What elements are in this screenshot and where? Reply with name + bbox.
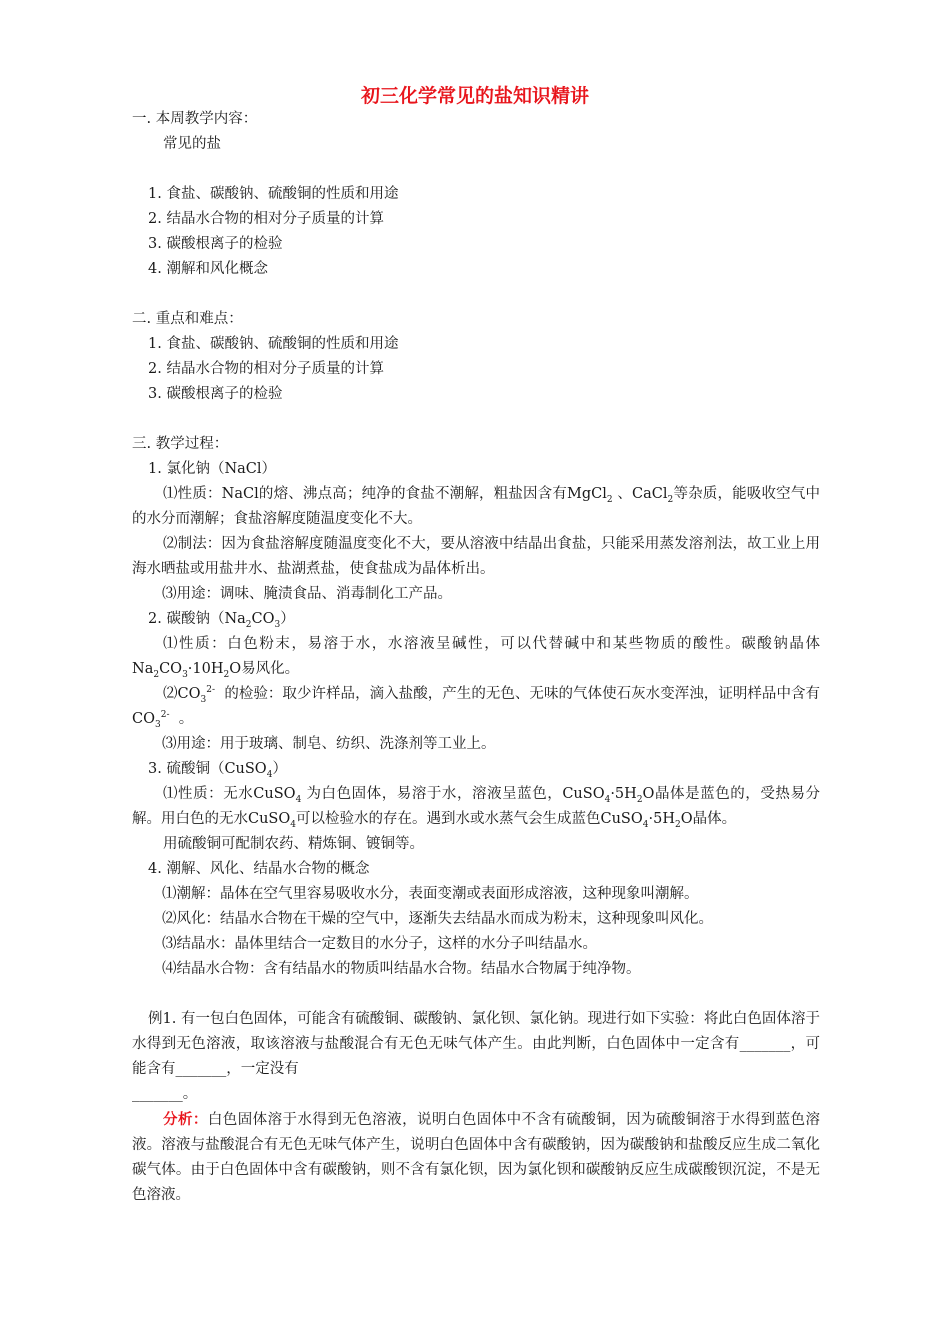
concept-item: ⑷结晶水合物：含有结晶水的物质叫结晶水合物。结晶水合物属于纯净物。: [162, 961, 641, 977]
nacl-heading: 1. 氯化钠（NaCl）: [148, 461, 277, 477]
concepts-heading: 4. 潮解、风化、结晶水合物的概念: [148, 861, 370, 877]
list-item: 1. 食盐、碳酸钠、硫酸铜的性质和用途: [148, 186, 399, 202]
spacer: [132, 157, 820, 182]
list-item: 3. 碳酸根离子的检验: [148, 236, 283, 252]
section-3-heading: 三. 教学过程：: [132, 436, 229, 452]
section-1-heading: 一. 本周教学内容：: [132, 111, 258, 127]
list-item: 2. 结晶水合物的相对分子质量的计算: [148, 211, 384, 227]
list-item: 3. 碳酸根离子的检验: [148, 386, 283, 402]
nacl-properties: ⑴性质：NaCl的熔、沸点高；纯净的食盐不潮解，粗盐因含有MgCl$_2$ 、CaCl$_2$等杂质，能吸收空气中的水分而潮解；食盐溶解度随温度变化不大。: [132, 486, 820, 527]
spacer: [132, 282, 820, 307]
nacl-uses: ⑶用途：调味、腌渍食品、消毒制化工产品。: [162, 586, 452, 602]
nacl-preparation: ⑵制法：因为食盐溶解度随温度变化不大，要从溶液中结晶出食盐，只能采用蒸发溶剂法，故工业上用海水晒盐或用盐井水、盐湖煮盐，使食盐成为晶体析出。: [132, 536, 820, 577]
carbonate-test: $⑵CO_3^{2-}$ 的检验：取少许样品，滴入盐酸，产生的无色、无味的气体使石灰水变浑浊，证明样品中含有$CO_3^{2-}$ 。: [132, 685, 821, 730]
section-2-heading: 二. 重点和难点：: [132, 311, 243, 327]
cuso4-uses: 用硫酸铜可配制农药、精炼铜、镀铜等。: [163, 836, 424, 852]
concept-item: ⑶结晶水：晶体里结合一定数目的水分子，这样的水分子叫结晶水。: [162, 936, 597, 952]
example-1: 例1. 有一包白色固体，可能含有硫酸铜、碳酸钠、氯化钡、氯化钠。现进行如下实验：将此白色固体溶于水得到无色溶液，取该溶液与盐酸混合有无色无味气体产生。由此判断，白色固体中一定含有_______，可能含有_______，一定没有: [132, 1011, 820, 1077]
na2co3-uses: ⑶用途：用于玻璃、制皂、纺织、洗涤剂等工业上。: [162, 736, 496, 752]
concept-item: ⑵风化：结晶水合物在干燥的空气中，逐渐失去结晶水而成为粉末，这种现象叫风化。: [162, 911, 713, 927]
na2co3-heading: 2. 碳酸钠$(Na_2CO_3)$: [148, 611, 295, 630]
example-1-blank: _______。: [132, 1086, 198, 1102]
na2co3-properties: ⑴性质：白色粉末，易溶于水，水溶液呈碱性，可以代替碱中和某些物质的酸性。碳酸钠晶体$Na_2CO_3\cdot 10H_2O$易风化。: [132, 636, 820, 680]
example-1-analysis: 分析：白色固体溶于水得到无色溶液，说明白色固体中不含有硫酸铜，因为硫酸铜溶于水得到蓝色溶液。溶液与盐酸混合有无色无味气体产生，说明白色固体中含有碳酸钠，因为碳酸钠和盐酸反应生成二氧化碳气体。由于白色固体中含有碳酸钠，则不含有氯化钡，因为氯化钡和碳酸钠反应生成碳酸钡沉淀，不是无色溶液。: [132, 1111, 820, 1203]
spacer: [132, 982, 820, 1007]
cuso4-properties: ⑴性质：无水CuSO$_4$ 为白色固体，易溶于水，溶液呈蓝色，$CuSO_4\cdot 5H_2O$晶体是蓝色的，受热易分解。用白色的无水CuSO$_4$可以检验水的存在。遇到水或水蒸气会生成蓝色$CuSO_4\cdot 5H_2O$晶体。: [132, 786, 820, 830]
page-title: 初三化学常见的盐知识精讲: [360, 85, 589, 107]
list-item: 4. 潮解和风化概念: [148, 261, 268, 277]
cuso4-heading: 3. 硫酸铜（CuSO$_4$）: [148, 761, 287, 780]
analysis-label: 分析：: [163, 1111, 208, 1128]
spacer: [132, 407, 820, 432]
section-1-subtitle: 常见的盐: [163, 136, 221, 152]
list-item: 1. 食盐、碳酸钠、硫酸铜的性质和用途: [148, 336, 399, 352]
document-body: [132, 107, 820, 1208]
concept-item: ⑴潮解：晶体在空气里容易吸收水分，表面变潮或表面形成溶液，这种现象叫潮解。: [162, 886, 699, 902]
list-item: 2. 结晶水合物的相对分子质量的计算: [148, 361, 384, 377]
